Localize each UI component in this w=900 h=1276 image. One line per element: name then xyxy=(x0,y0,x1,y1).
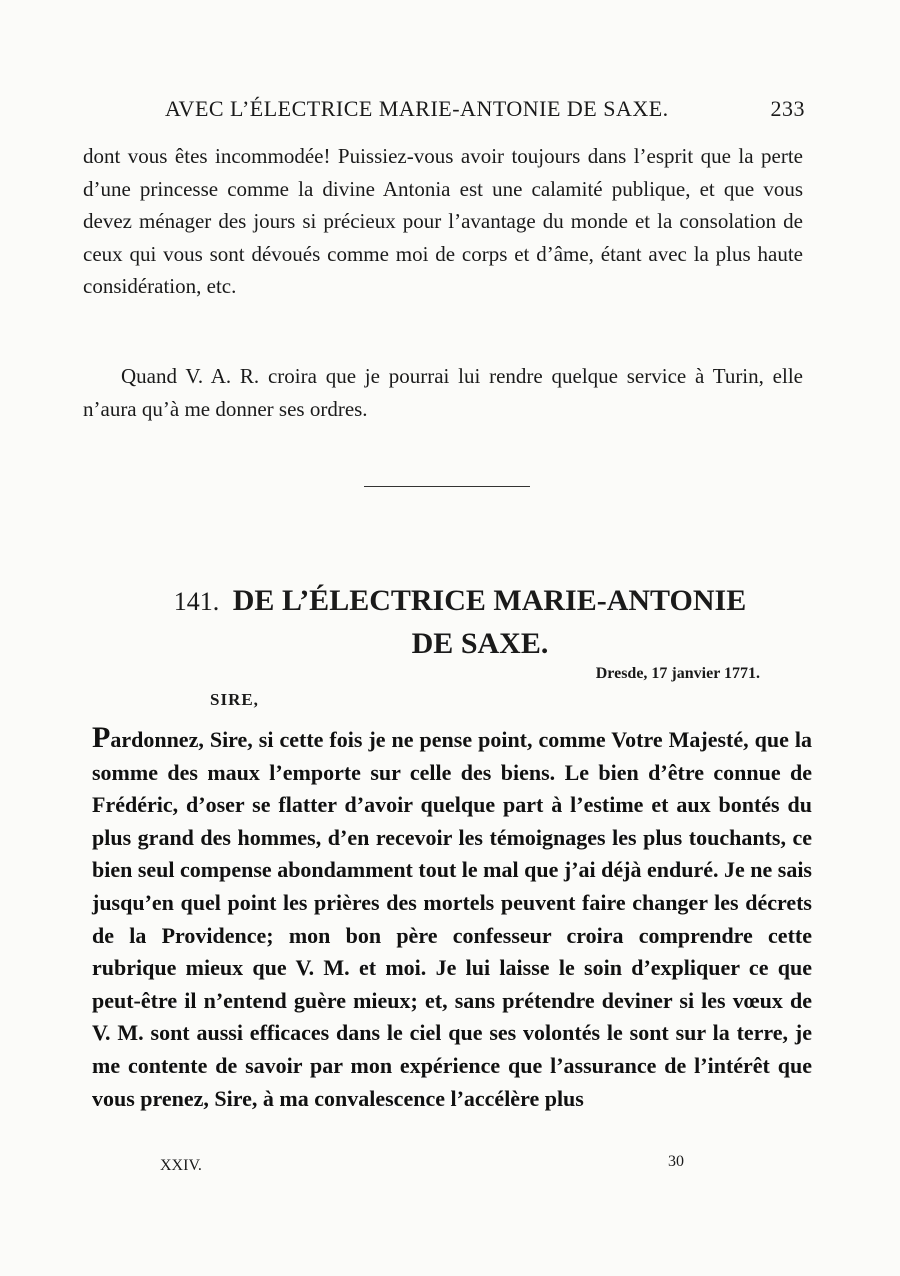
gathering-number: 30 xyxy=(668,1153,684,1170)
closing-text: Quand V. A. R. croira que je pourrai lui rendre quelque service à Turin, elle n’aura qu’à me donner ses ordres. xyxy=(83,364,803,421)
running-title: AVEC L’ÉLECTRICE MARIE-ANTONIE DE SAXE. xyxy=(165,96,669,121)
letter-heading xyxy=(150,580,770,665)
signature-mark: XXIV. xyxy=(160,1157,202,1174)
drop-cap: P xyxy=(92,721,111,754)
continuation-text: dont vous êtes incommodée! Puissiez-vous avoir toujours dans l’esprit que la perte d’une princesse comme la divine Antonia est une calamité publique, et que vous devez ménager des jours si précieux pour l’avantage du monde et la consolation de ceux qui vous sont dévoués comme moi de corps et d’âme, étant avec la plus haute considération, etc. xyxy=(83,144,803,299)
letter-heading-line1: DE L’ÉLECTRICE MARIE-ANTONIE xyxy=(232,584,747,617)
letter-paragraph xyxy=(92,722,812,1115)
letter-body xyxy=(92,722,812,1115)
letter-heading-line2: DE SAXE. xyxy=(411,627,549,660)
letter-text: ardonnez, Sire, si cette fois je ne pense point, comme Votre Majesté, que la somme des maux l’emporte sur celle des biens. Le bien d’être connue de Frédéric, d’oser se flatter d’avoir quelque part à l’estime et aux bontés du plus grand des hommes, d’en recevoir les témoignages les plus touchants, ce bien seul compense abondamment tout le mal que j’ai déjà enduré. Je ne sais jusqu’en quel point les prières des mortels peuvent faire changer les décrets de la Providence; mon bon père confesseur croira comprendre cette rubrique mieux que V. M. et moi. Je lui laisse le soin d’expliquer ce que peut-être il n’entend guère mieux; et, sans prétendre deviner si les vœux de V. M. sont aussi efficaces dans le ciel que ses volontés le sont sur la terre, je me contente de savoir par mon expérience que l’assurance de l’intérêt que vous prenez, Sire, à ma convalescence l’accélère plus xyxy=(92,727,812,1111)
dateline: Dresde, 17 janvier 1771. xyxy=(595,665,760,682)
letter-number: 141. xyxy=(173,587,220,616)
page-number: 233 xyxy=(770,96,805,121)
continuation-paragraph xyxy=(83,140,803,303)
salutation: SIRE, xyxy=(210,690,259,709)
closing-paragraph xyxy=(83,360,803,425)
section-divider xyxy=(364,486,530,487)
